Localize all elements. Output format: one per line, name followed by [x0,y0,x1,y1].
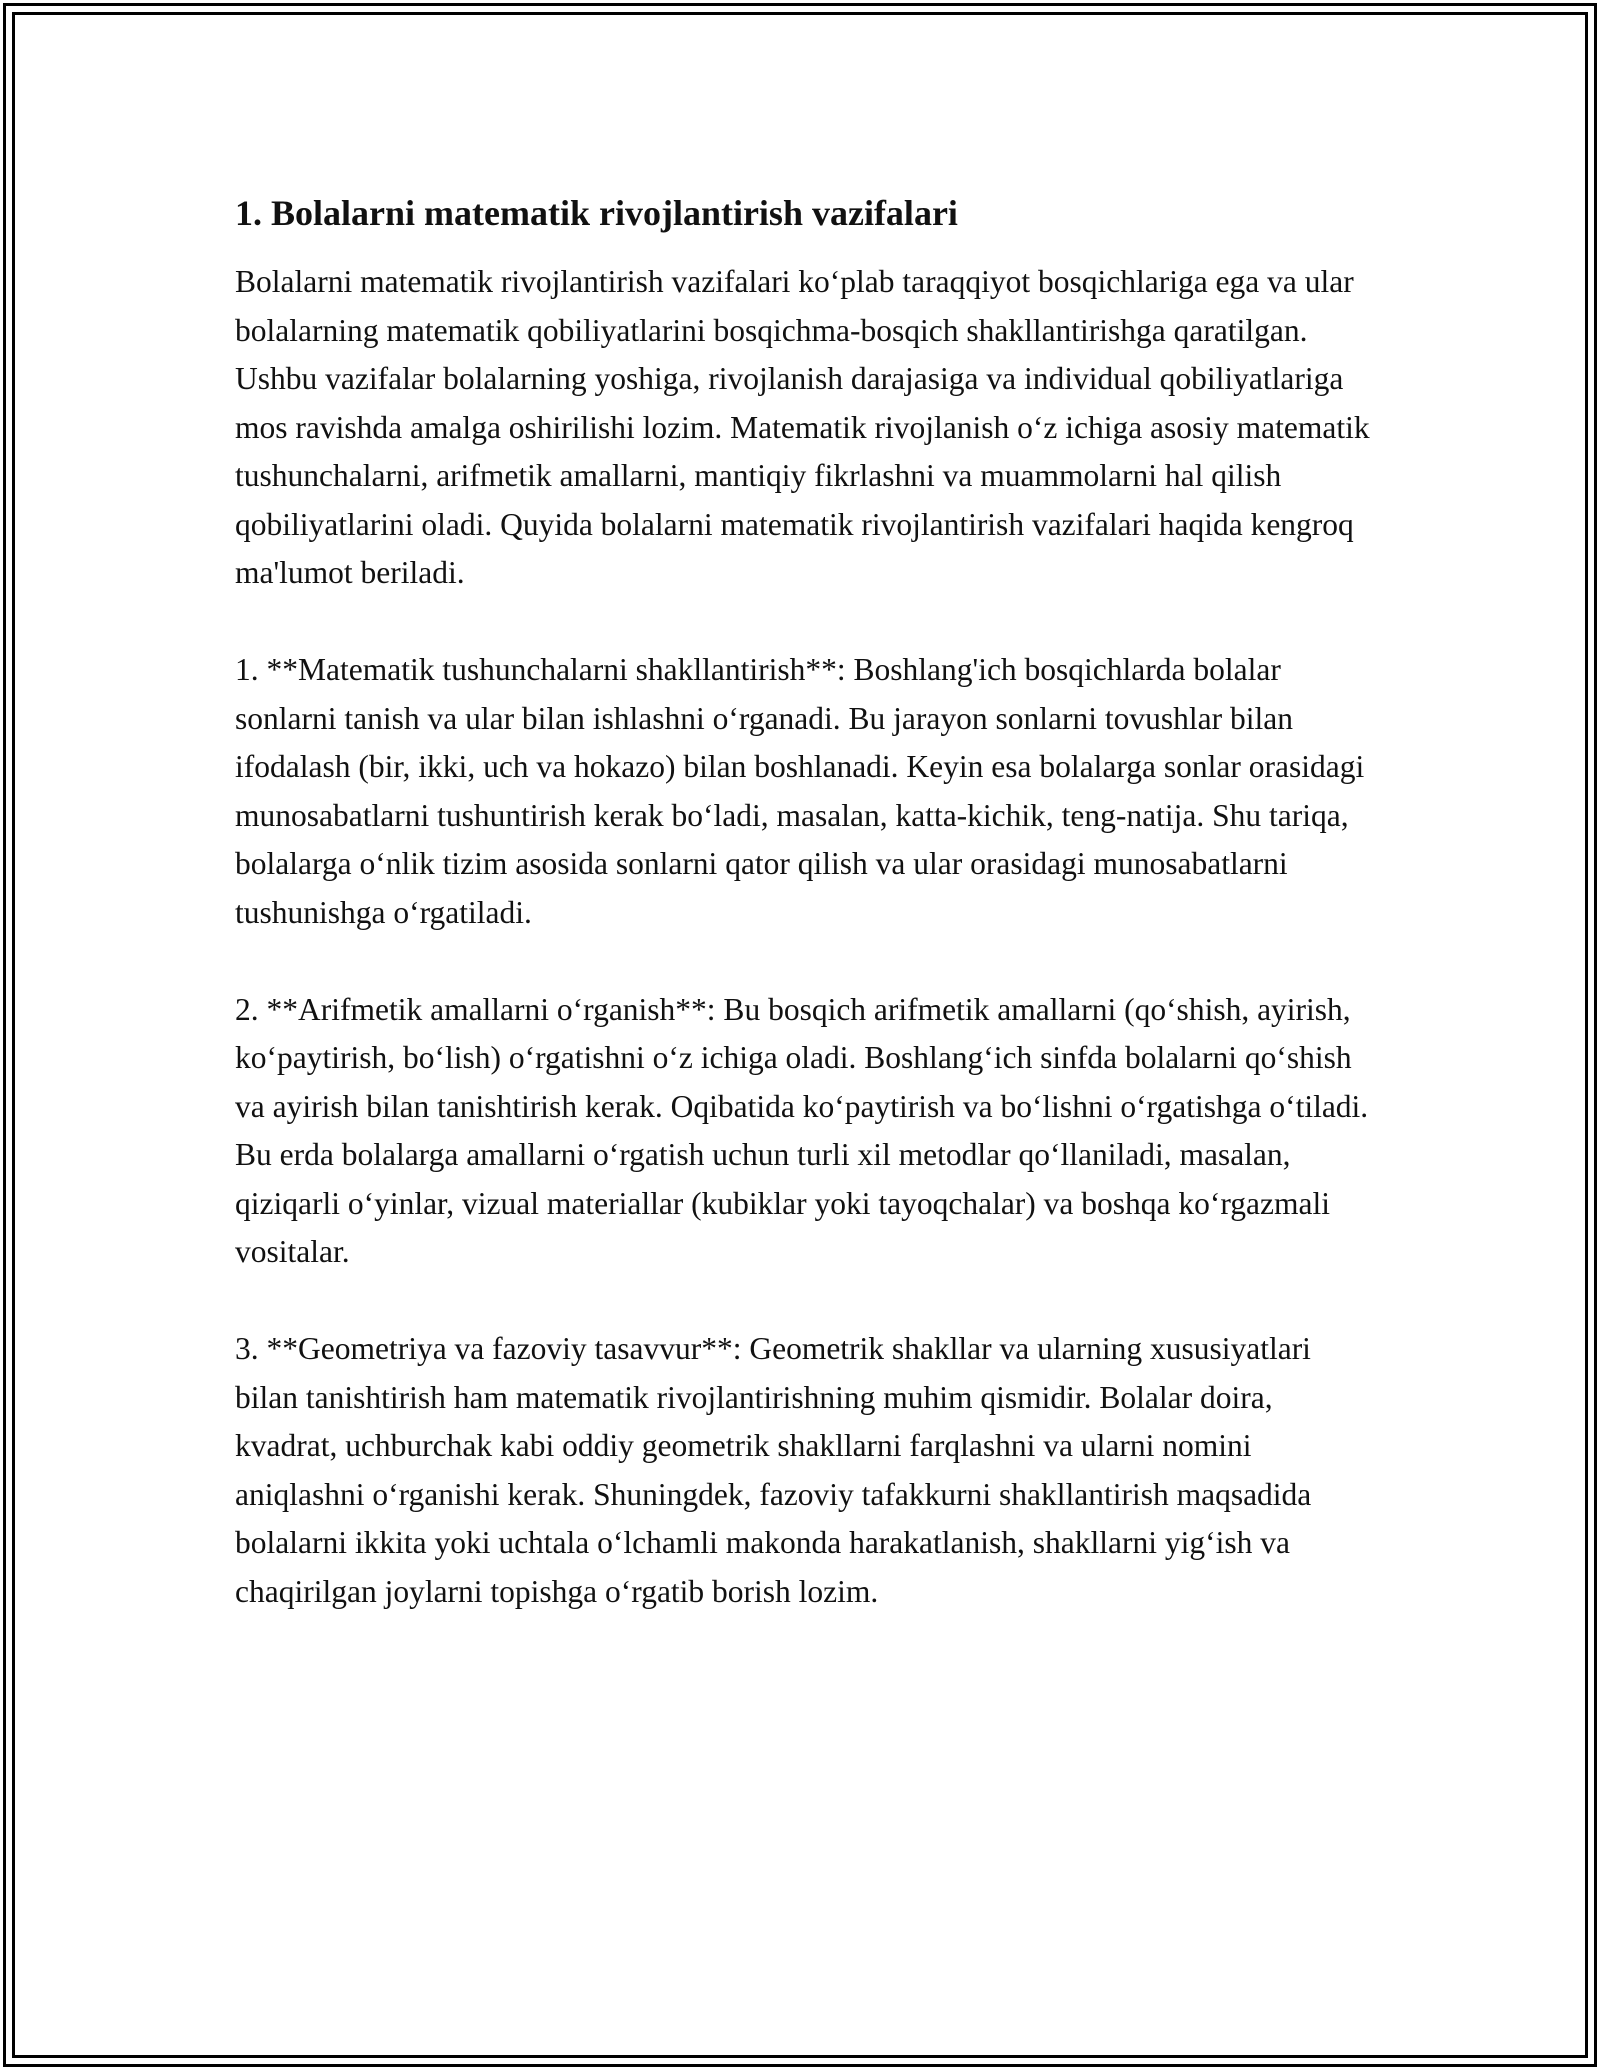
document-body [235,188,1370,1665]
section-heading: 1. Bolalarni matematik rivojlantirish vazifalari [235,193,958,233]
paragraph-geometry-spatial: 3. **Geometriya va fazoviy tasavvur**: Geometrik shakllar va ularning xususiyatlari bilan tanishtirish ham matematik rivojlantirishning muhim qismidir. Bolalar doira, kvadrat, uchburchak kabi oddiy geometrik shakllarni farqlashni va ularni nomini aniqlashni o‘rganishi kerak. Shuningdek, fazoviy tafakkurni shakllantirish maqsadida bolalarni ikkita yoki uchtala o‘lchamli makonda harakatlanish, shakllarni yig‘ish va chaqirilgan joylarni topishga o‘rgatib borish lozim. [235,1331,1312,1609]
paragraph-arithmetic-operations: 2. **Arifmetik amallarni o‘rganish**: Bu bosqich arifmetik amallarni (qo‘shish, ayirish, ko‘paytirish, bo‘lish) o‘rgatishni o‘z ichiga oladi. Boshlang‘ich sinfda bolalarni qo‘shish va ayirish bilan tanishtirish kerak. Oqibatida ko‘paytirish va bo‘lishni o‘rgatishga o‘tiladi. Bu erda bolalarga amallarni o‘rgatish uchun turli xil metodlar qo‘llaniladi, masalan, qiziqarli o‘yinlar, vizual materiallar (kubiklar yoki tayoqchalar) va boshqa ko‘rgazmali vositalar. [235,991,1369,1269]
intro-paragraph: Bolalarni matematik rivojlantirish vazifalari ko‘plab taraqqiyot bosqichlariga ega va ular bolalarning matematik qobiliyatlarini bosqichma-bosqich shakllantirishga qaratilgan. Ushbu vazifalar bolalarning yoshiga, rivojlanish darajasiga va individual qobiliyatlariga mos ravishda amalga oshirilishi lozim. Matematik rivojlanish o‘z ichiga asosiy matematik tushunchalarni, arifmetik amallarni, mantiqiy fikrlashni va muammolarni hal qilish qobiliyatlarini oladi. Quyida bolalarni matematik rivojlantirish vazifalari haqida kengroq ma'lumot beriladi. [235,264,1370,590]
paragraph-math-concepts: 1. **Matematik tushunchalarni shakllantirish**: Boshlang'ich bosqichlarda bolalar sonlarni tanish va ular bilan ishlashni o‘rganadi. Bu jarayon sonlarni tovushlar bilan ifodalash (bir, ikki, uch va hokazo) bilan boshlanadi. Keyin esa bolalarga sonlar orasidagi munosabatlarni tushuntirish kerak bo‘ladi, masalan, katta-kichik, teng-natija. Shu tariqa, bolalarga o‘nlik tizim asosida sonlarni qator qilish va ular orasidagi munosabatlarni tushunishga o‘rgatiladi. [235,652,1365,930]
